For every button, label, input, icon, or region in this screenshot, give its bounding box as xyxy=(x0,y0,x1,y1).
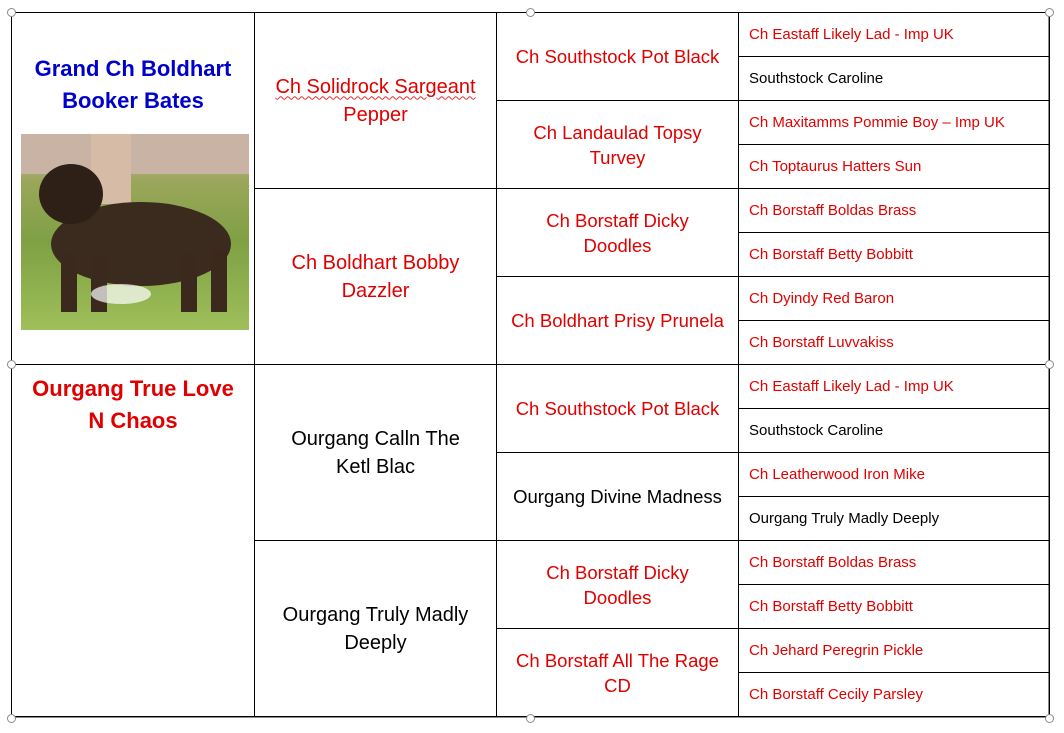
grandsire-cell-1: Ch Southstock Pot Black xyxy=(497,13,739,101)
ancestor-cell-12: Ourgang Truly Madly Deeply xyxy=(739,497,1050,541)
resize-handle-left[interactable] xyxy=(7,360,16,369)
resize-handle-top[interactable] xyxy=(526,8,535,17)
dog-photo-brindle xyxy=(21,134,249,330)
ancestor-cell-15: Ch Jehard Peregrin Pickle xyxy=(739,629,1050,673)
ancestor-cell-14: Ch Borstaff Betty Bobbitt xyxy=(739,585,1050,629)
subject-cell-2 xyxy=(12,365,255,717)
ancestor-cell-3: Ch Maxitamms Pommie Boy – Imp UK xyxy=(739,101,1050,145)
dam-cell-2: Ourgang Truly Madly Deeply xyxy=(255,541,497,717)
ancestor-cell-7: Ch Dyindy Red Baron xyxy=(739,277,1050,321)
ancestor-cell-6: Ch Borstaff Betty Bobbitt xyxy=(739,233,1050,277)
sire-cell-2: Ourgang Calln The Ketl Blac xyxy=(255,365,497,541)
grandsire-cell-8: Ch Borstaff All The Rage CD xyxy=(497,629,739,717)
grandsire-cell-6: Ourgang Divine Madness xyxy=(497,453,739,541)
grandsire-cell-5: Ch Southstock Pot Black xyxy=(497,365,739,453)
grandsire-cell-3: Ch Borstaff Dicky Doodles xyxy=(497,189,739,277)
ancestor-cell-11: Ch Leatherwood Iron Mike xyxy=(739,453,1050,497)
ancestor-cell-1: Ch Eastaff Likely Lad - Imp UK xyxy=(739,13,1050,57)
subject-cell-1 xyxy=(12,13,255,365)
resize-handle-bl[interactable] xyxy=(7,714,16,723)
grandsire-cell-2: Ch Landaulad Topsy Turvey xyxy=(497,101,739,189)
pedigree-table xyxy=(11,12,1050,717)
resize-handle-bottom[interactable] xyxy=(526,714,535,723)
brindle-dog-picture xyxy=(21,134,249,330)
ancestor-cell-9: Ch Eastaff Likely Lad - Imp UK xyxy=(739,365,1050,409)
ancestor-cell-13: Ch Borstaff Boldas Brass xyxy=(739,541,1050,585)
resize-handle-right[interactable] xyxy=(1045,360,1054,369)
resize-handle-br[interactable] xyxy=(1045,714,1054,723)
sire-cell: Ch Solidrock Sargeant Pepper xyxy=(255,13,497,189)
dam-cell: Ch Boldhart Bobby Dazzler xyxy=(255,189,497,365)
subject-name-1: Grand Ch Boldhart Booker Bates xyxy=(34,56,232,113)
resize-handle-tr[interactable] xyxy=(1045,8,1054,17)
ancestor-cell-16: Ch Borstaff Cecily Parsley xyxy=(739,673,1050,717)
ancestor-cell-10: Southstock Caroline xyxy=(739,409,1050,453)
subject-name-2: Ourgang True Love N Chaos xyxy=(32,376,234,433)
resize-handle-tl[interactable] xyxy=(7,8,16,17)
grandsire-cell-7: Ch Borstaff Dicky Doodles xyxy=(497,541,739,629)
ancestor-cell-4: Ch Toptaurus Hatters Sun xyxy=(739,145,1050,189)
ancestor-cell-2: Southstock Caroline xyxy=(739,57,1050,101)
grandsire-cell-4: Ch Boldhart Prisy Prunela xyxy=(497,277,739,365)
ancestor-cell-5: Ch Borstaff Boldas Brass xyxy=(739,189,1050,233)
ancestor-cell-8: Ch Borstaff Luvvakiss xyxy=(739,321,1050,365)
